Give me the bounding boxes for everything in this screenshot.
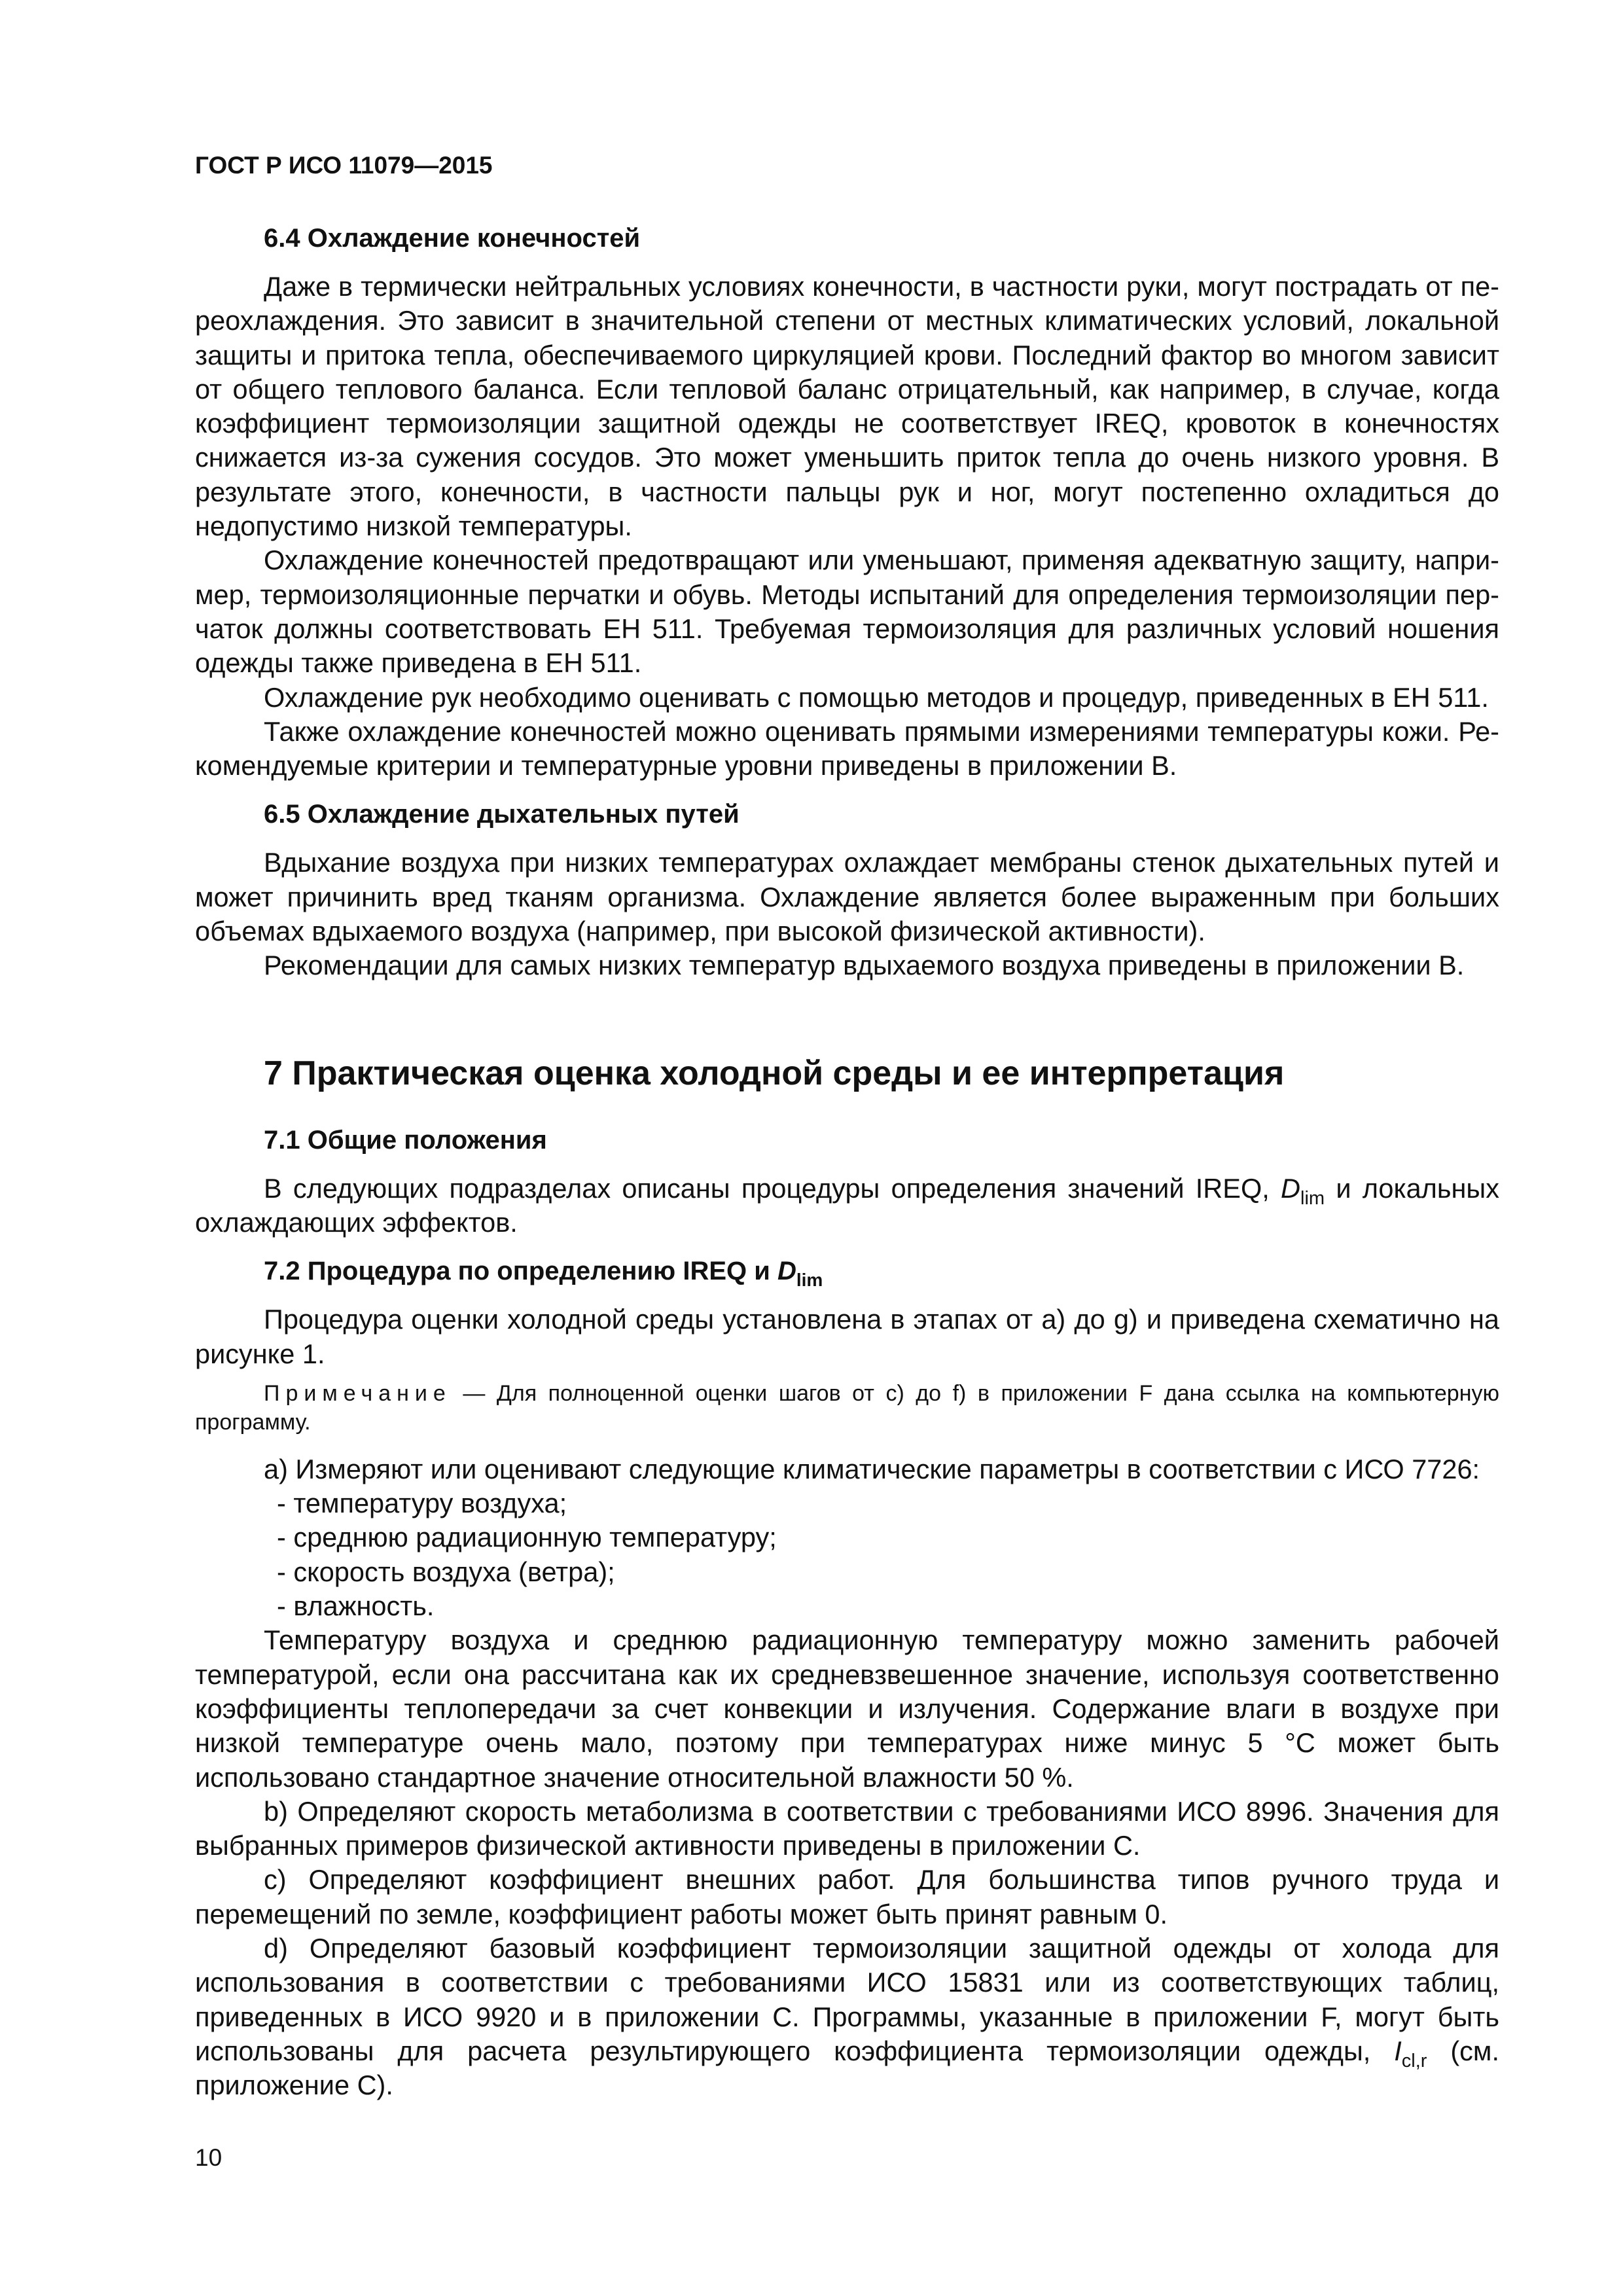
section-6-4-paragraph-1: Даже в термически нейтральных условиях конечности, в частности руки, могут пострадать от переохлаждения. Это зависит в значительной степени от местных климатических условий, локальной защиты и притока тепла, обеспечиваемого циркуляцией крови. Последний фактор во многом зависит от общего теплового баланса. Если тепловой баланс отрицательный, как например, в случае, когда коэффициент термоизоляции защитной одежды не соответствует IREQ, кровоток в конечностях снижается из-за сужения сосудов. Это может уменьшить приток тепла до очень низкого уровня. В результате этого, конечности, в частности пальцы рук и ног, могут постепенно охладиться до недопустимо низкой температуры. [195, 271, 1499, 542]
title-subscript-lim: lim [796, 1270, 823, 1291]
section-6-5-title: 6.5 Охлаждение дыхательных путей [264, 800, 740, 829]
section-6-5-paragraph-1: Вдыхание воздуха при низких температурах охлаждает мембраны стенок дыхательных путей и может причинить вред тканям организма. Охлаждение является более выраженным при больших объемах вдыхаемого воздуха (например, при высокой физической активности). [195, 847, 1499, 947]
chapter-7-title: 7 Практическая оценка холодной среды и ее интерпретация [264, 1054, 1285, 1092]
step-a-item: - влажность. [277, 1590, 435, 1622]
note-label: Примечание [264, 1380, 452, 1406]
note [195, 1379, 1499, 1437]
step-a-item: - температуру воздуха; [277, 1488, 567, 1519]
section-6-4-paragraph-3: Охлаждение рук необходимо оценивать с помощью методов и процедур, приведенных в ЕН 511. [264, 681, 1489, 713]
subscript-lim: lim [1300, 1187, 1325, 1209]
section-6-5-paragraph-2: Рекомендации для самых низких температур вдыхаемого воздуха приведены в приложении В. [264, 950, 1465, 981]
section-7-2-title: 7.2 Процедура по определению IREQ и $D_{lim}$ [264, 1257, 823, 1291]
title-symbol-d: D [777, 1257, 796, 1286]
section-6-4-paragraph-2: Охлаждение конечностей предотвращают или уменьшают, применяя адекватную защиту, например, термоизоляционные перчатки и обувь. Методы испытаний для определения термоизоляции перчаток должны соответствовать ЕН 511. Требуемая термоизоляция для различных условий ношения одежды также приведена в ЕН 511. [195, 545, 1499, 679]
step-a-intro: а) Измеряют или оценивают следующие климатические параметры в соответствии с ИСО 7726: [264, 1453, 1480, 1484]
page-number: 10 [195, 2144, 223, 2171]
section-6-4-title: 6.4 Охлаждение конечностей [264, 224, 641, 253]
section-6-4-paragraph-4: Также охлаждение конечностей можно оценивать прямыми измерениями температуры кожи. Рекомендуемые критерии и температурные уровни приведены в приложении В. [195, 715, 1499, 781]
section-7-2-paragraph-1: Процедура оценки холодной среды установлена в этапах от а) до g) и приведена схематично на рисунке 1. [195, 1304, 1499, 1369]
step-d: d) Определяют базовый коэффициент термоизоляции защитной одежды от холода для использования в соответствии с требованиями ИСО 15831 или из соответствующих таблиц, приведенных в ИСО 9920 и в приложении С. Программы, указанные в приложении F, могут быть использованы для расчета результирующего коэффициента термоизоляции одежды, $I_{cl,r}$ (см. приложение С). [195, 1932, 1499, 2101]
subscript-cl-r: cl,r [1401, 2051, 1427, 2072]
symbol-d: D [1281, 1172, 1300, 1204]
step-a-item: - среднюю радиационную температуру; [277, 1522, 777, 1553]
document-body [195, 221, 1499, 2102]
note-text: — Для полноценной оценки шагов от с) до f) в приложении F дана ссылка на компьютерную программу. [195, 1380, 1499, 1435]
step-a-text: Температуру воздуха и среднюю радиационную температуру можно заменить рабочей температурой, если она рассчитана как их средневзвешенное значение, используя соответственно коэффициенты теплопередачи за счет конвекции и излучения. Содержание влаги в воздухе при низкой температуре очень мало, поэтому при температурах ниже минус 5 °С может быть использовано стандартное значение относительной влажности 50 %. [195, 1624, 1499, 1793]
symbol-i: I [1394, 2035, 1402, 2066]
document-header: ГОСТ Р ИСО 11079—2015 [195, 152, 493, 179]
step-b: b) Определяют скорость метаболизма в соответствии с требованиями ИСО 8996. Значения для выбранных примеров физической активности приведены в приложении С. [195, 1795, 1499, 1861]
step-a-item: - скорость воздуха (ветра); [277, 1556, 615, 1587]
section-7-1-paragraph: В следующих подразделах описаны процедуры определения значений IREQ, $D_{lim}$ и локальных охлаждающих эффектов. [195, 1172, 1499, 1238]
section-7-1-title: 7.1 Общие положения [264, 1125, 547, 1155]
step-c: с) Определяют коэффициент внешних работ. Для большинства типов ручного труда и перемещений по земле, коэффициент работы может быть принят равным 0. [195, 1864, 1499, 1929]
